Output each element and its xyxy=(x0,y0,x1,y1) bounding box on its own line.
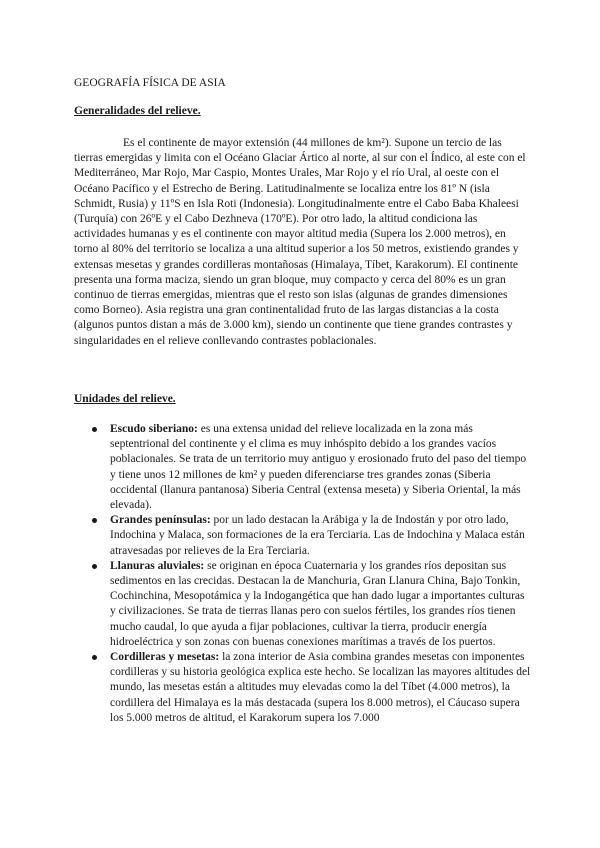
list-item-text: se originan en época Cuaternaria y los grandes ríos depositan sus sedimentos en las crecidas. Destacan la de Manchuria, Gran Llanura China, Bajo Tonkin, Cochinchina, Mesopotámica y la Indogangética que han dado lugar a importantes culturas y civilizaciones. Se trata de tierras llanas pero con suelos fértiles, los grandes ríos tienen mucho caudal, lo que ayuda a fijar poblaciones, cultivar la tierra, producir energía hidroeléctrica y son zonas con buenas conexiones marítimas a través de los puertos. xyxy=(110,559,525,648)
list-item-term: Cordilleras y mesetas: xyxy=(110,651,220,664)
list-item-text: la zona interior de Asia combina grandes mesetas con imponentes cordilleras y su historia geológica explica este hecho. Se localizan las mayores altitudes del mundo, las mesetas están a altitudes muy elevadas como la del Tíbet (4.000 metros), la cordillera del Himalaya es la más destacada (supera los 8.000 metros), el Cáucaso supera los 5.000 metros de altitud, el Karakorum supera los 7.000 xyxy=(110,651,531,724)
list-item xyxy=(92,650,532,726)
list-item-text: es una extensa unidad del relieve localizada en la zona más septentrional del continente y el clima es muy inhóspito debido a los grandes vacíos poblacionales. Se trata de un territorio muy antiguo y erosionado fruto del paso del tiempo y tiene unos 12 millones de km² y pueden diferenciarse tres grandes zonas (Siberia occidental (llanura pantanosa) Siberia Central (extensa meseta) y Siberia Oriental, la más elevada). xyxy=(110,423,527,512)
list-item-term: Grandes penínsulas: xyxy=(110,514,211,527)
relief-units-list xyxy=(92,422,532,726)
document-title: GEOGRAFÍA FÍSICA DE ASIA xyxy=(74,77,226,89)
bullet-icon xyxy=(92,427,97,432)
list-item xyxy=(92,513,532,559)
body-paragraph: Es el continente de mayor extensión (44 millones de km²). Supone un tercio de las tierras emergidas y limita con el Océano Glaciar Ártico al norte, al sur con el Índico, al este con el Mediterráneo, Mar Rojo, Mar Caspio, Montes Urales, Mar Rojo y el río Ural, al oeste con el Océano Pacífico y el Estrecho de Bering. Latitudinalmente se localiza entre los 81º N (isla Schmidt, Rusia) y 11ºS en Isla Roti (Indonesia). Longitudinalmente entre el Cabo Baba Khaleesi (Turquía) con 26ºE y el Cabo Dezhneva (170ºE). Por otro lado, la altitud condiciona las actividades humanas y es el continente con mayor altitud media (Supera los 2.000 metros), en torno al 80% del territorio se localiza a una altitud superior a los 50 metros, existiendo grandes y extensas mesetas y grandes cordilleras montañosas (Himalaya, Tíbet, Karakorum). El continente presenta una forma maciza, siendo un gran bloque, muy compacto y cerca del 80% es un gran continuo de tierras emergidas, mientras que el resto son islas (algunas de grandes dimensiones como Borneo). Asia registra una gran continentalidad fruto de las largas distancias a la costa (algunos puntos distan a más de 3.000 km), siendo un continente que tiene grandes contrastes y singularidades en el relieve conllevando contrastes poblacionales. xyxy=(74,137,526,347)
list-item xyxy=(92,559,532,650)
list-item-term: Llanuras aluviales: xyxy=(110,559,205,572)
bullet-icon xyxy=(92,655,97,660)
list-item xyxy=(92,422,532,513)
bullet-icon xyxy=(92,564,97,569)
section-heading-generalidades: Generalidades del relieve. xyxy=(74,105,201,117)
section-heading-unidades: Unidades del relieve. xyxy=(74,393,176,405)
list-item-text: por un lado destacan la Arábiga y la de Indostán y por otro lado, Indochina y Malaca, son formaciones de la era Terciaria. Las de Indochina y Malaca están atravesadas por relieves de la Era Terciaria. xyxy=(110,514,525,557)
list-item-term: Escudo siberiano: xyxy=(110,423,198,435)
bullet-icon xyxy=(92,518,97,523)
